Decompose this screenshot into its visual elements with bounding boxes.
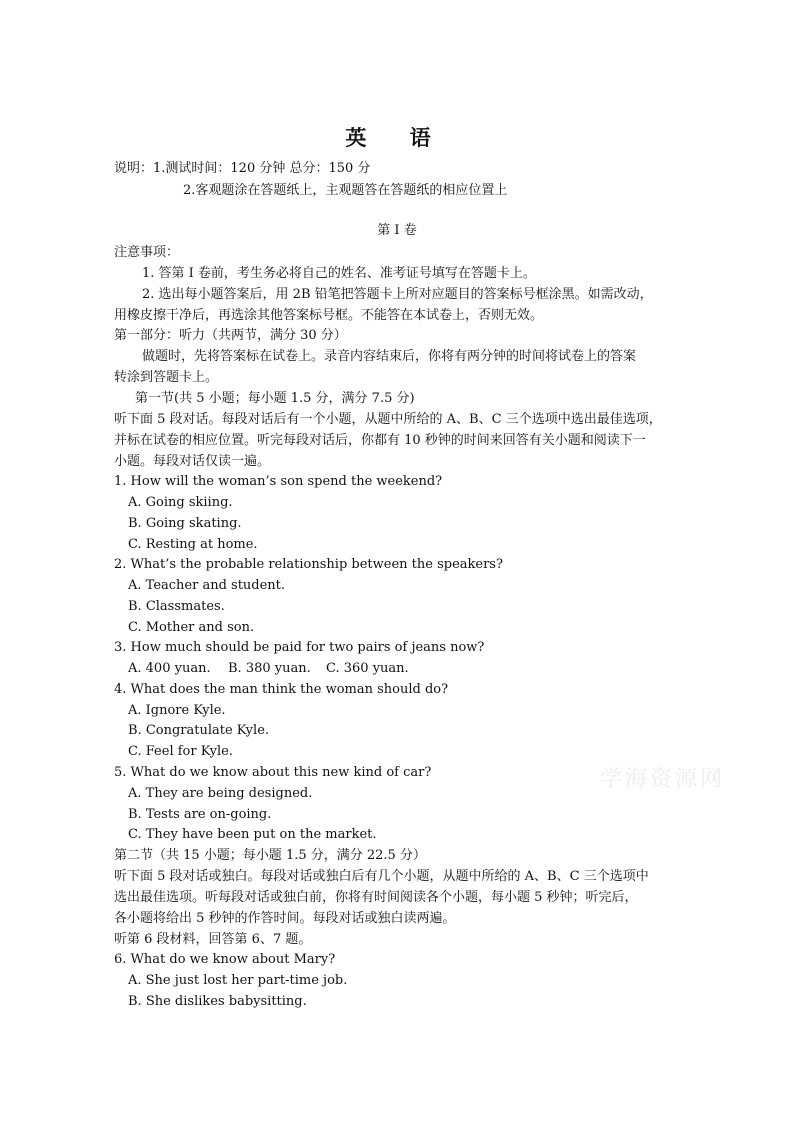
volume-title: 第 I 卷	[377, 223, 417, 238]
question-1-option-c: C. Resting at home.	[128, 537, 258, 552]
section2-intro-b: 选出最佳选项。听每段对话或独白前，你将有时间阅读各个小题，每小题 5 秒钟；听完后，	[114, 890, 638, 905]
question-3-options	[128, 659, 409, 679]
section1-intro-c: 小题。每段对话仅读一遍。	[114, 454, 271, 469]
question-2-option-c: C. Mother and son.	[128, 620, 255, 635]
question-3-option-a: A. 400 yuan.	[128, 661, 211, 676]
question-3: 3. How much should be paid for two pairs of jeans now?	[114, 640, 485, 655]
question-5-option-c: C. They have been put on the market.	[128, 827, 377, 842]
question-6: 6. What do we know about Mary?	[114, 952, 336, 967]
notes-item-2a: 2. 选出每小题答案后，用 2B 铅笔把答题卡上所对应题目的答案标号框涂黑。如需改动，	[142, 287, 653, 302]
watermark: 学海资源网	[600, 767, 726, 792]
question-6-option-b: B. She dislikes babysitting.	[128, 994, 307, 1009]
notes-item-2b: 用橡皮擦干净后，再选涂其他答案标号框。不能答在本试卷上，否则无效。	[114, 308, 544, 323]
question-2-option-b: B. Classmates.	[128, 599, 225, 614]
section2-intro-a: 听下面 5 段对话或独白。每段对话或独白后有几个小题，从题中所给的 A、B、C 三个选项中	[114, 869, 649, 884]
part1-intro-a: 做题时，先将答案标在试卷上。录音内容结束后，你将有两分钟的时间将试卷上的答案	[142, 349, 637, 364]
question-3-option-c: C. 360 yuan.	[326, 661, 409, 676]
question-1-option-b: B. Going skating.	[128, 516, 242, 531]
section2-heading: 第二节（共 15 小题；每小题 1.5 分，满分 22.5 分）	[114, 848, 426, 863]
question-1: 1. How will the woman’s son spend the weekend?	[114, 474, 443, 489]
question-4-option-b: B. Congratulate Kyle.	[128, 723, 270, 738]
notes-heading: 注意事项：	[114, 245, 180, 260]
question-1-option-a: A. Going skiing.	[128, 495, 233, 510]
part1-intro-b: 转涂到答题卡上。	[114, 370, 219, 385]
question-2-option-a: A. Teacher and student.	[128, 578, 286, 593]
instructions-line-2: 2.客观题涂在答题纸上，主观题答在答题纸的相应位置上	[183, 183, 508, 198]
question-4-option-c: C. Feel for Kyle.	[128, 744, 233, 759]
question-2: 2. What’s the probable relationship between the speakers?	[114, 557, 503, 572]
question-5-option-a: A. They are being designed.	[128, 786, 313, 801]
question-4-option-a: A. Ignore Kyle.	[128, 703, 226, 718]
section1-heading: 第一节(共 5 小题；每小题 1.5 分，满分 7.5 分)	[135, 391, 415, 406]
question-6-option-a: A. She just lost her part-time job.	[128, 973, 348, 988]
part1-heading: 第一部分：听力（共两节，满分 30 分）	[114, 328, 347, 343]
question-5: 5. What do we know about this new kind of car?	[114, 765, 432, 780]
instructions-line-1: 说明：1.测试时间：120 分钟 总分：150 分	[114, 161, 371, 176]
question-4: 4. What does the man think the woman should do?	[114, 682, 449, 697]
material-6-instruction: 听第 6 段材料，回答第 6、7 题。	[114, 932, 312, 947]
section2-intro-c: 各小题将给出 5 秒钟的作答时间。每段对话或独白读两遍。	[114, 911, 456, 926]
section1-intro-b: 并标在试卷的相应位置。听完每段对话后，你都有 10 秒钟的时间来回答有关小题和阅读下一	[114, 433, 646, 448]
question-3-option-b: B. 380 yuan.	[228, 661, 311, 676]
section1-intro-a: 听下面 5 段对话。每段对话后有一个小题，从题中所给的 A、B、C 三个选项中选出最佳选项，	[114, 412, 662, 427]
page-title: 英 语	[345, 125, 449, 150]
question-5-option-b: B. Tests are on-going.	[128, 807, 272, 822]
notes-item-1: 1. 答第 I 卷前，考生务必将自己的姓名、准考证号填写在答题卡上。	[142, 266, 536, 281]
